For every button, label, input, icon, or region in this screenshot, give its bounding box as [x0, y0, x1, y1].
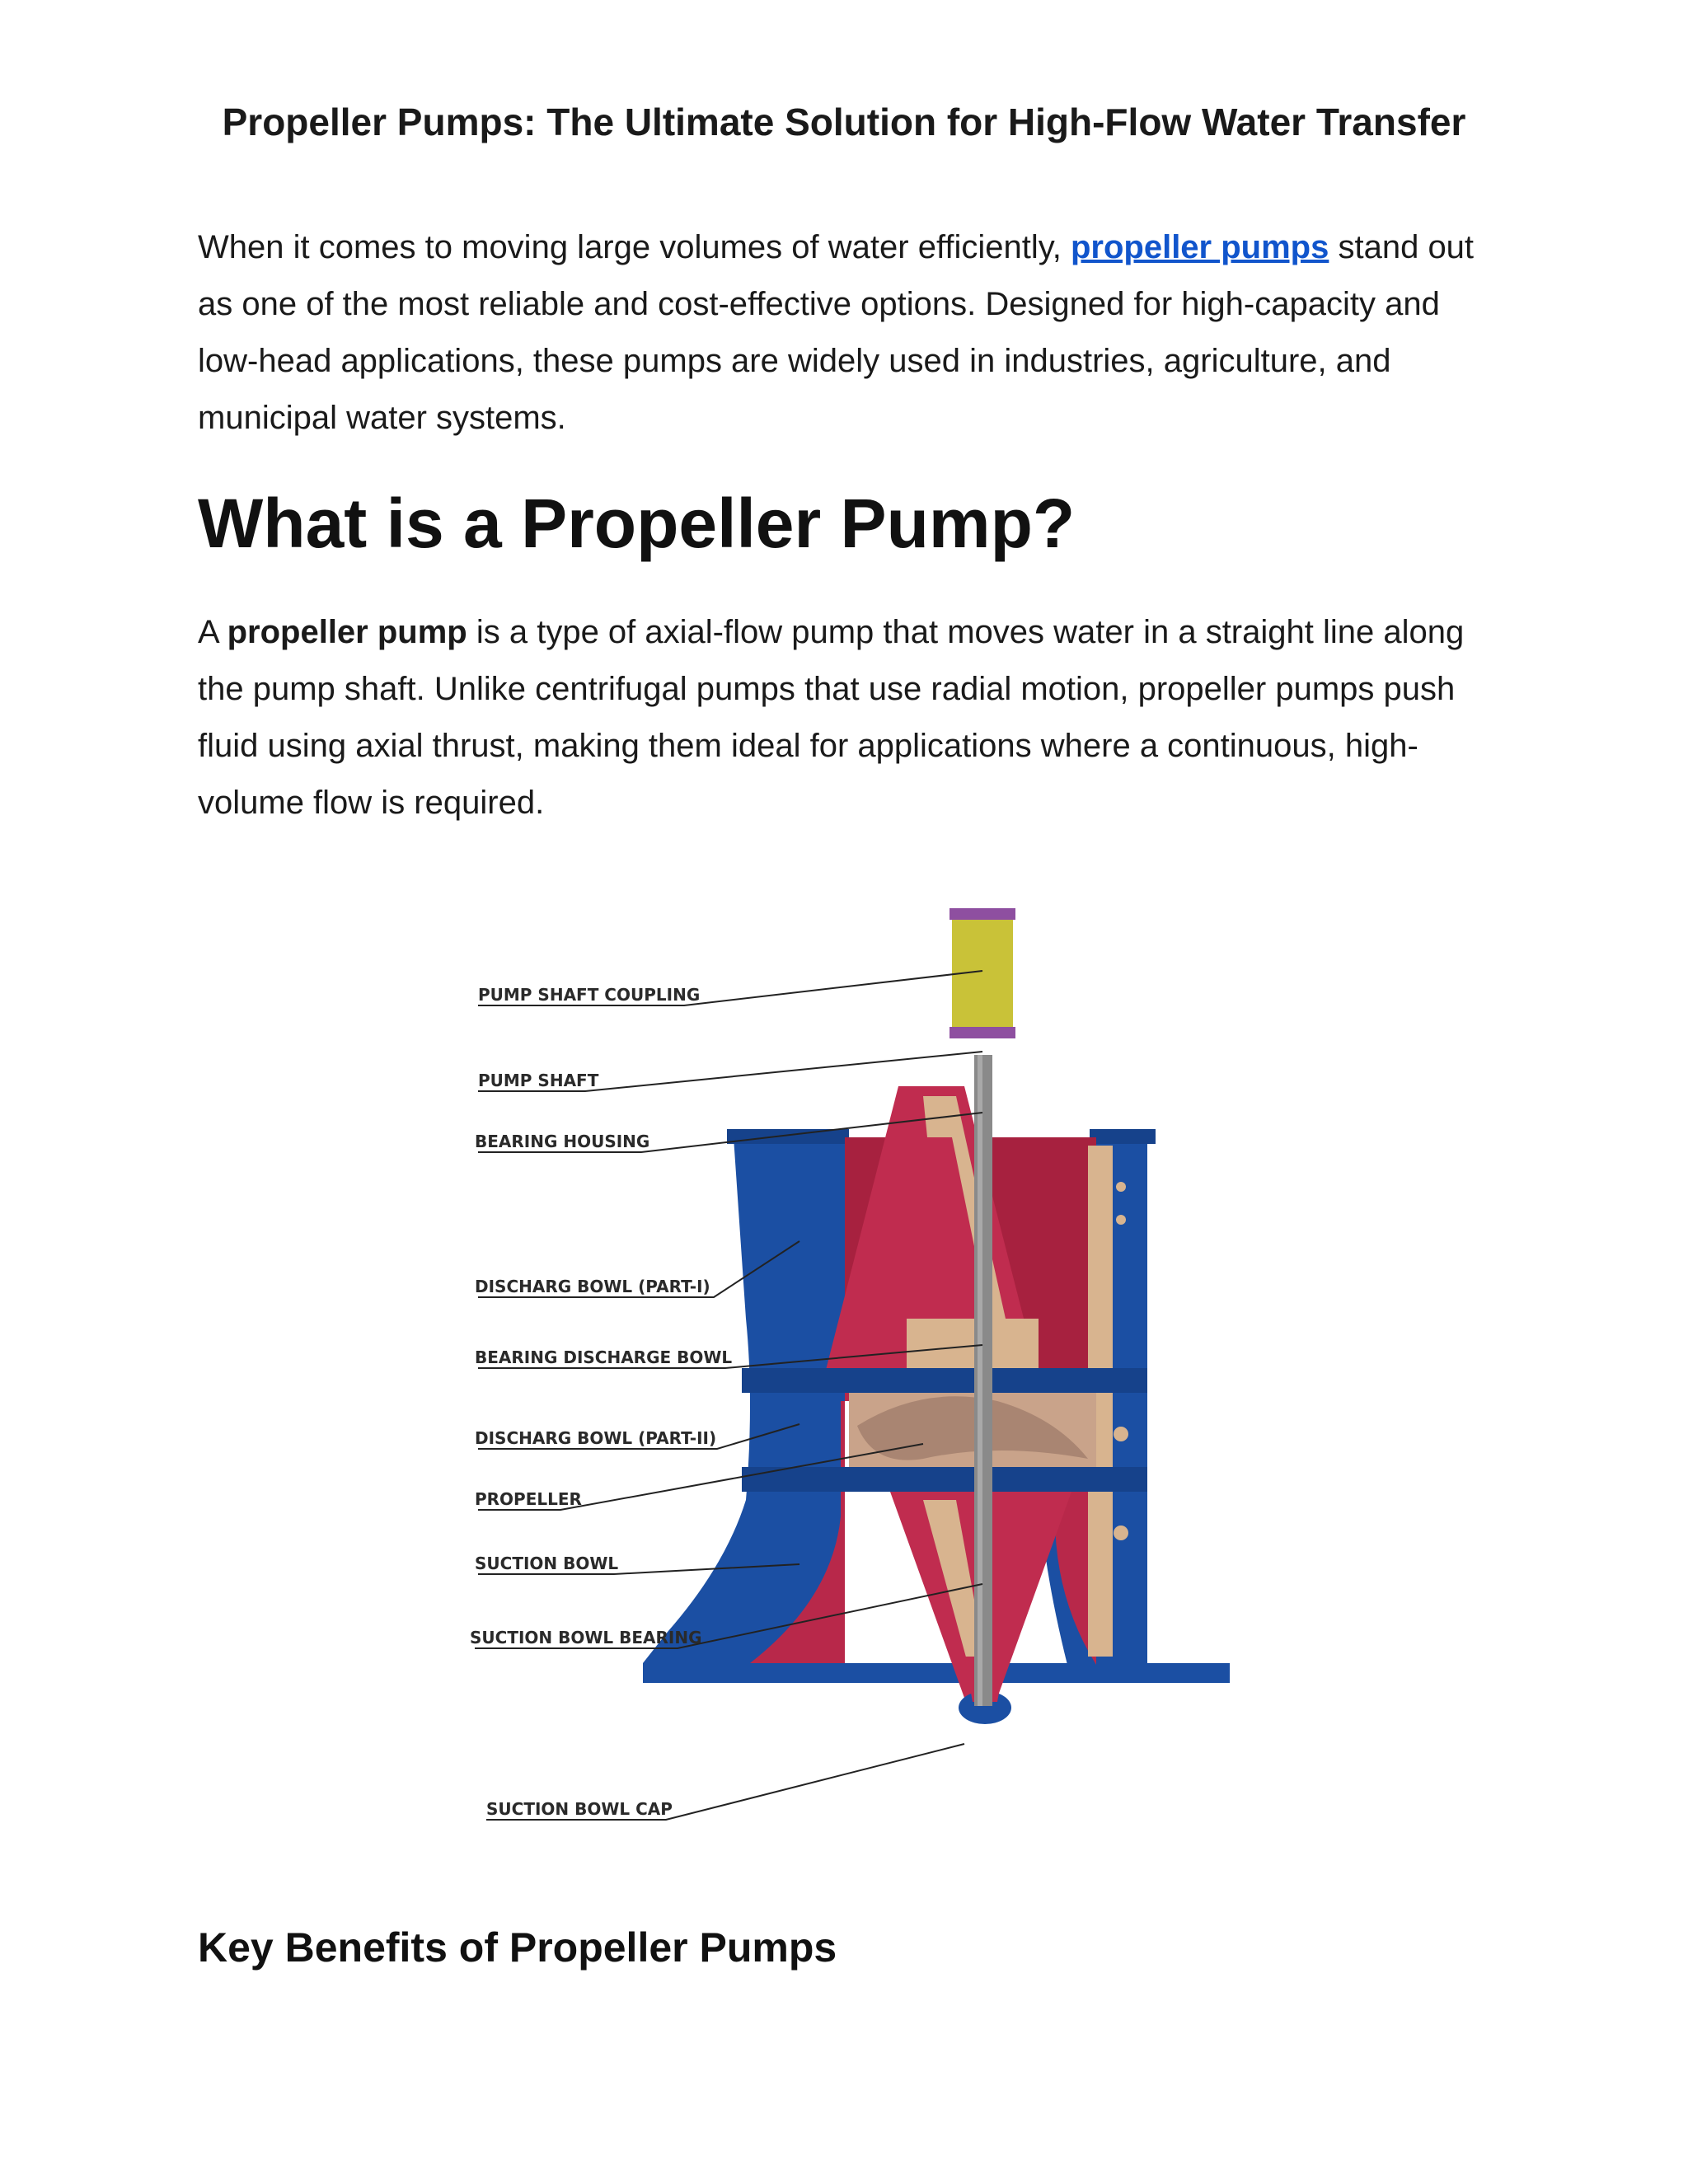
label-suction-bowl: SUCTION BOWL	[475, 1554, 619, 1573]
definition-term: propeller pump	[227, 614, 467, 650]
intro-paragraph	[198, 219, 1500, 447]
pump-shaft-highlight	[978, 1055, 982, 1706]
propeller-pump-diagram	[462, 890, 1253, 1838]
pump-cutaway-illustration	[462, 890, 1253, 1838]
label-suction-bowl-bearing: SUCTION BOWL BEARING	[470, 1628, 702, 1647]
label-bearing-housing: BEARING HOUSING	[475, 1132, 650, 1151]
label-propeller: PROPELLER	[475, 1489, 582, 1509]
bolt-hole	[1116, 1215, 1126, 1225]
definition-lead: A	[198, 614, 227, 650]
lower-middle-flange	[742, 1467, 1147, 1492]
page-title: Propeller Pumps: The Ultimate Solution for High-Flow Water Transfer	[222, 101, 1466, 143]
coupling-cap	[950, 908, 1015, 920]
base-flange	[643, 1663, 1230, 1683]
bolt-hole	[1116, 1182, 1126, 1192]
definition-paragraph	[198, 604, 1500, 832]
label-suction-bowl-cap: SUCTION BOWL CAP	[486, 1799, 673, 1819]
bolt-hole	[1114, 1526, 1128, 1540]
label-pump-shaft: PUMP SHAFT	[478, 1071, 599, 1090]
label-discharg-bowl-part-ii: DISCHARG BOWL (PART-II)	[475, 1428, 717, 1448]
coupling-base	[950, 1027, 1015, 1038]
bolt-hole	[1114, 1427, 1128, 1441]
label-bearing-discharge-bowl: BEARING DISCHARGE BOWL	[475, 1347, 733, 1367]
left-casing	[643, 1137, 845, 1663]
intro-text-end: stand out as one of the most reliable and cost-effective options. Designed for high-capacity and low-head applications, these pumps are widely used in industries, agriculture, and municipal water systems.	[198, 229, 1475, 436]
key-benefits-heading: Key Benefits of Propeller Pumps	[198, 1924, 837, 1971]
label-discharg-bowl-part-i: DISCHARG BOWL (PART-I)	[475, 1277, 710, 1296]
propeller-pumps-link[interactable]: propeller pumps	[1070, 229, 1329, 265]
pump-shaft	[974, 1055, 992, 1706]
left-casing-top-flange	[727, 1129, 849, 1144]
section-heading: What is a Propeller Pump?	[198, 485, 1076, 562]
bearing-discharge-block	[907, 1319, 1039, 1376]
definition-body: is a type of axial-flow pump that moves water in a straight line along the pump shaft. Unlike centrifugal pumps that use radial motion, propeller pumps push fluid using axial thrust, making them ideal for applications where a continuous, high-volume flow is required.	[198, 614, 1465, 821]
right-casing-top-flange	[1090, 1129, 1156, 1144]
intro-text-start: When it comes to moving large volumes of water efficiently,	[198, 229, 1071, 265]
upper-middle-flange	[742, 1368, 1147, 1393]
label-pump-shaft-coupling: PUMP SHAFT COUPLING	[478, 985, 701, 1005]
